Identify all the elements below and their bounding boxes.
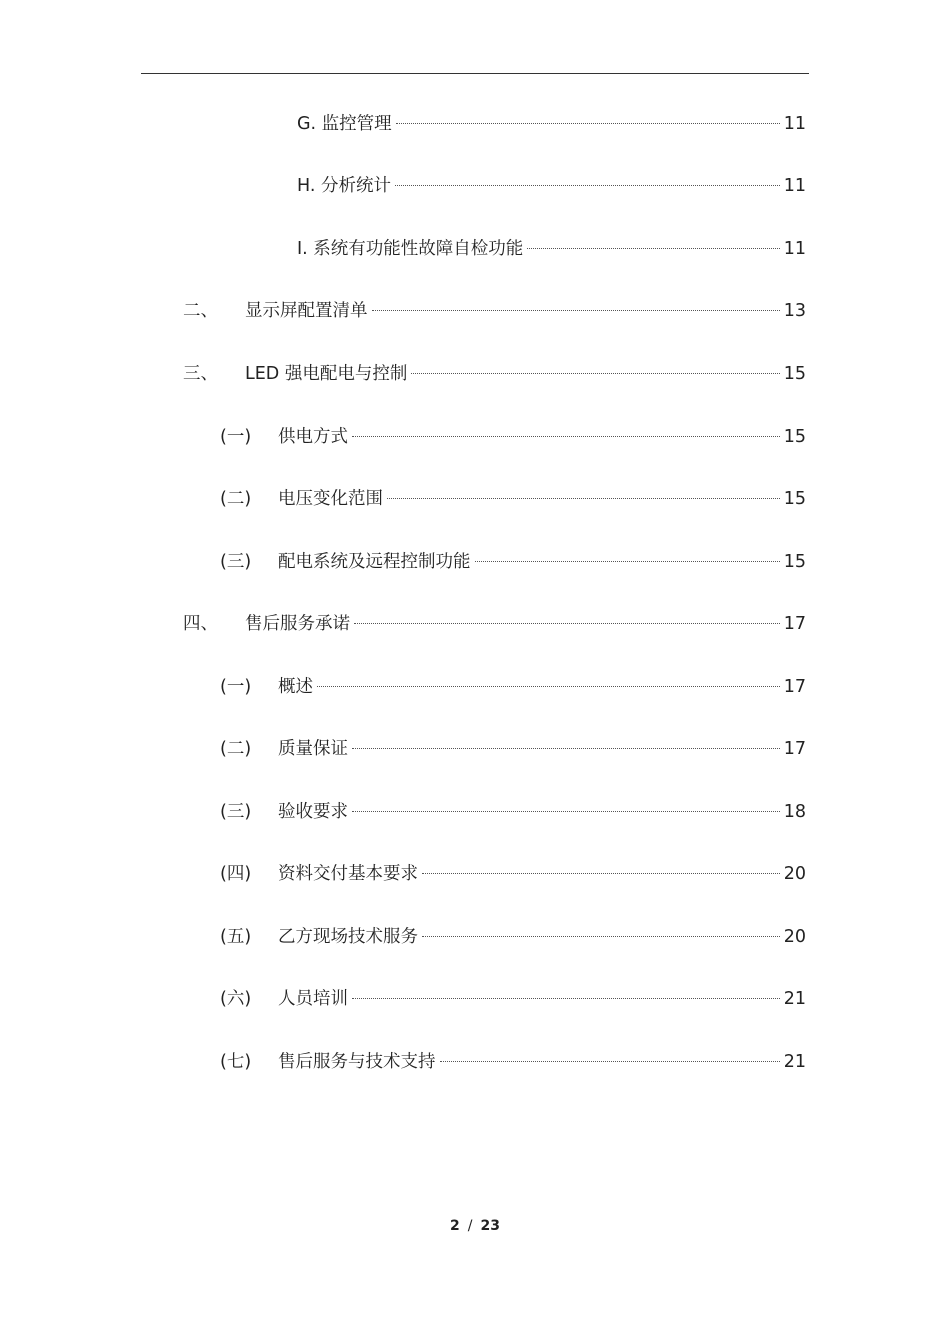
toc-page-number: 18 <box>783 802 806 822</box>
toc-page-number: 15 <box>783 489 806 509</box>
toc-title: G. 监控管理 <box>297 114 392 134</box>
toc-number: (四) <box>220 864 252 884</box>
toc-entry-3-2[interactable] <box>0 484 950 514</box>
toc-page-number: 11 <box>783 176 806 196</box>
dot-leader <box>422 873 780 874</box>
toc-title: 人员培训 <box>278 989 348 1009</box>
dot-leader <box>396 123 780 124</box>
toc-entry-3-1[interactable] <box>0 422 950 452</box>
toc-number: 四、 <box>183 614 218 634</box>
toc-entry-g[interactable] <box>0 109 950 139</box>
dot-leader <box>440 1061 780 1062</box>
toc-number: (二) <box>220 489 252 509</box>
toc-page-number: 21 <box>783 1052 806 1072</box>
toc-title: 概述 <box>278 677 313 697</box>
toc-title: I. 系统有功能性故障自检功能 <box>297 239 524 259</box>
dot-leader <box>395 185 780 186</box>
toc-page-number: 17 <box>783 614 806 634</box>
toc-entry-4-4[interactable] <box>0 859 950 889</box>
page-footer <box>0 1218 950 1234</box>
toc-title: 配电系统及远程控制功能 <box>278 552 471 572</box>
toc-number: 二、 <box>183 301 218 321</box>
toc-title: 售后服务与技术支持 <box>278 1052 436 1072</box>
dot-leader <box>422 936 780 937</box>
dot-leader <box>475 561 780 562</box>
toc-title: 电压变化范围 <box>278 489 383 509</box>
toc-page-number: 13 <box>783 301 806 321</box>
toc-entry-4-7[interactable] <box>0 1047 950 1077</box>
toc-entry-4-2[interactable] <box>0 734 950 764</box>
toc-entry-4-6[interactable] <box>0 984 950 1014</box>
dot-leader <box>317 686 780 687</box>
page-separator: / <box>467 1218 473 1234</box>
toc-title: 售后服务承诺 <box>245 614 350 634</box>
dot-leader <box>411 373 779 374</box>
toc-number: (三) <box>220 802 252 822</box>
toc-page-number: 11 <box>783 239 806 259</box>
toc-number: (三) <box>220 552 252 572</box>
toc-number: (二) <box>220 739 252 759</box>
toc-title: 资料交付基本要求 <box>278 864 418 884</box>
total-pages: 23 <box>480 1218 500 1234</box>
dot-leader <box>352 748 780 749</box>
toc-title: H. 分析统计 <box>297 176 391 196</box>
toc-number: (一) <box>220 677 252 697</box>
toc-entry-section-3[interactable] <box>0 359 950 389</box>
toc-entry-section-2[interactable] <box>0 296 950 326</box>
toc-title: 乙方现场技术服务 <box>278 927 418 947</box>
toc-page-number: 15 <box>783 552 806 572</box>
toc-page-number: 17 <box>783 677 806 697</box>
dot-leader <box>352 811 780 812</box>
dot-leader <box>372 310 780 311</box>
toc-page-number: 15 <box>783 364 806 384</box>
toc-title: LED 强电配电与控制 <box>245 364 408 384</box>
toc-entry-4-1[interactable] <box>0 672 950 702</box>
toc-number: (七) <box>220 1052 252 1072</box>
toc-entry-4-3[interactable] <box>0 797 950 827</box>
toc-number: (五) <box>220 927 252 947</box>
toc-page-number: 15 <box>783 427 806 447</box>
dot-leader <box>527 248 779 249</box>
toc-page-number: 11 <box>783 114 806 134</box>
current-page-number: 2 <box>450 1218 460 1234</box>
toc-entry-3-3[interactable] <box>0 547 950 577</box>
toc-title: 质量保证 <box>278 739 348 759</box>
toc-page-number: 21 <box>783 989 806 1009</box>
dot-leader <box>354 623 780 624</box>
toc-entry-h[interactable] <box>0 171 950 201</box>
toc-entry-i[interactable] <box>0 234 950 264</box>
toc-page-number: 17 <box>783 739 806 759</box>
toc-page-number: 20 <box>783 927 806 947</box>
toc-title: 验收要求 <box>278 802 348 822</box>
dot-leader <box>352 436 780 437</box>
toc-title: 显示屏配置清单 <box>245 301 368 321</box>
toc-entry-4-5[interactable] <box>0 922 950 952</box>
toc-number: (六) <box>220 989 252 1009</box>
toc-title: 供电方式 <box>278 427 348 447</box>
dot-leader <box>352 998 780 999</box>
toc-page-number: 20 <box>783 864 806 884</box>
dot-leader <box>387 498 780 499</box>
toc-number: (一) <box>220 427 252 447</box>
toc-number: 三、 <box>183 364 218 384</box>
toc-entry-section-4[interactable] <box>0 609 950 639</box>
